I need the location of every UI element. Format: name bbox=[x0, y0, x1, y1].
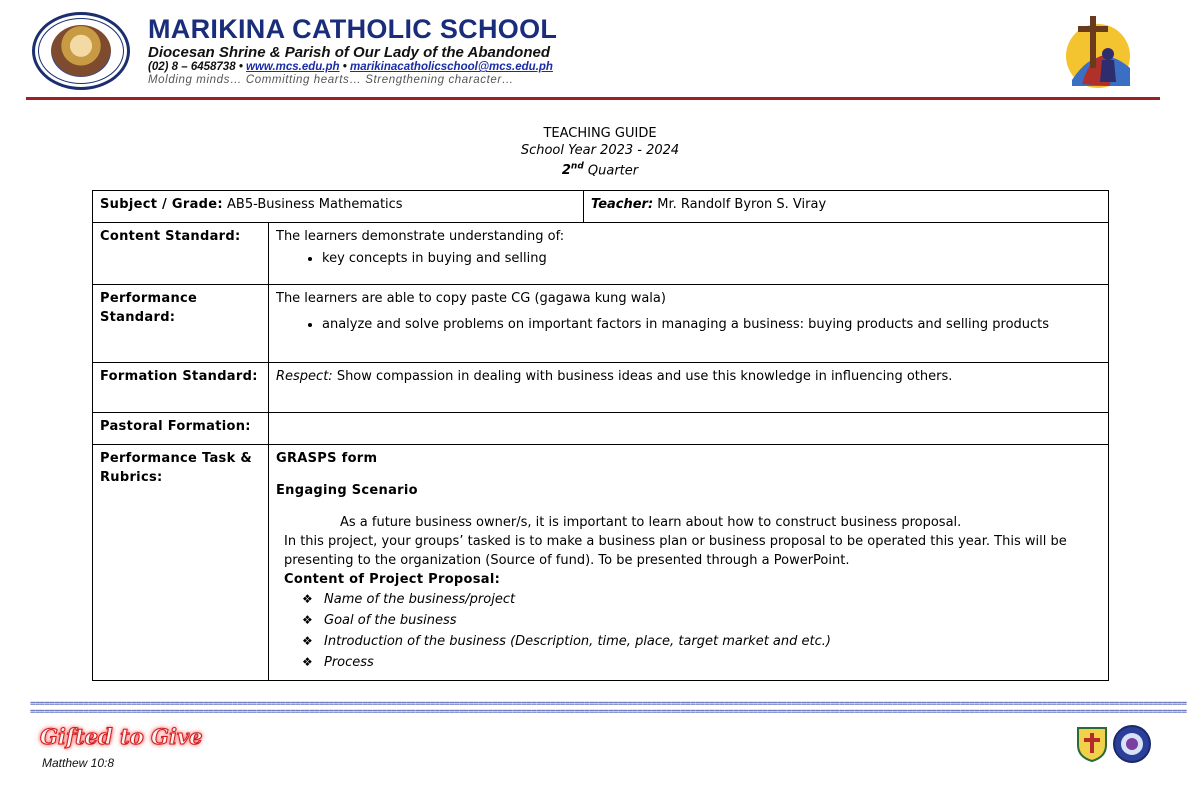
table-row bbox=[93, 363, 1109, 413]
teacher-value: Mr. Randolf Byron S. Viray bbox=[653, 197, 827, 212]
phone-number: (02) 8 – 6458738 bbox=[148, 61, 236, 73]
table-row bbox=[93, 445, 1109, 681]
document-title: TEACHING GUIDE bbox=[543, 126, 657, 141]
gifted-to-give-slogan: Gifted to Give bbox=[40, 724, 203, 749]
table-row bbox=[93, 191, 1109, 223]
footer-divider: ================================================================================================================================================================================================================================================ ================================================================================================================================================================================================================================================ bbox=[30, 699, 1187, 717]
table-row bbox=[93, 223, 1109, 285]
school-year: School Year 2023 - 2024 bbox=[520, 143, 680, 158]
document-title-block bbox=[0, 125, 1200, 179]
performance-standard-bullet: • analyze and solve problems on important factors in managing a business: buying products and selling products bbox=[322, 316, 1102, 333]
grasps-heading: GRASPS form bbox=[276, 451, 378, 466]
website-link[interactable]: www.mcs.edu.ph bbox=[246, 61, 340, 73]
list-item: ❖ Process bbox=[302, 655, 374, 670]
performance-task-label: Performance Task & Rubrics: bbox=[93, 445, 269, 681]
formation-standard-cell bbox=[269, 363, 1109, 413]
subject-cell bbox=[93, 191, 584, 223]
performance-standard-intro: The learners are able to copy paste CG (gagawa kung wala) bbox=[276, 291, 666, 306]
table-row bbox=[93, 285, 1109, 363]
email-link[interactable]: marikinacatholicschool@mcs.edu.ph bbox=[350, 61, 553, 73]
school-name: MARIKINA CATHOLIC SCHOOL bbox=[148, 14, 558, 44]
pastoral-formation-label: Pastoral Formation: bbox=[93, 413, 269, 445]
separator-dot: • bbox=[342, 61, 347, 73]
school-seal-logo bbox=[32, 12, 130, 90]
engaging-scenario-heading: Engaging Scenario bbox=[276, 483, 418, 498]
quarter-label: 2nd Quarter bbox=[561, 162, 639, 179]
performance-task-cell bbox=[269, 445, 1109, 681]
list-item: ❖ Introduction of the business (Description, time, place, target market and etc.) bbox=[302, 634, 831, 649]
performance-standard-label: Performance Standard: bbox=[93, 285, 269, 363]
accreditation-seal-logo bbox=[1112, 724, 1152, 764]
subject-value: AB5-Business Mathematics bbox=[222, 197, 403, 212]
content-standard-bullet: • key concepts in buying and selling bbox=[322, 250, 1102, 267]
header-divider bbox=[26, 97, 1160, 100]
content-standard-cell bbox=[269, 223, 1109, 285]
bible-verse: Matthew 10:8 bbox=[42, 756, 115, 770]
diocese-crest-logo bbox=[1075, 725, 1109, 763]
contact-line bbox=[148, 61, 553, 73]
content-standard-label: Content Standard: bbox=[93, 223, 269, 285]
teacher-cell bbox=[584, 191, 1109, 223]
content-standard-intro: The learners demonstrate understanding of: bbox=[276, 229, 565, 244]
diocese-name: Diocesan Shrine & Parish of Our Lady of the Abandoned bbox=[148, 44, 550, 61]
formation-italic-label: Respect: bbox=[276, 369, 333, 384]
school-motto: Molding minds… Committing hearts… Strengthening character… bbox=[148, 74, 514, 86]
formation-standard-text: Show compassion in dealing with business ideas and use this knowledge in influencing others. bbox=[332, 369, 953, 384]
teacher-label: Teacher: bbox=[591, 197, 654, 212]
proposal-items-list bbox=[276, 589, 1102, 673]
separator-dot: • bbox=[238, 61, 243, 73]
teaching-guide-table bbox=[92, 190, 1109, 681]
list-item: ❖ Goal of the business bbox=[302, 613, 457, 628]
scenario-paragraph-1: As a future business owner/s, it is important to learn about how to construct business proposal. bbox=[340, 515, 962, 530]
list-item: ❖ Name of the business/project bbox=[302, 592, 516, 607]
proposal-content-heading: Content of Project Proposal: bbox=[284, 572, 501, 587]
parish-cross-logo bbox=[1052, 10, 1138, 92]
performance-standard-cell bbox=[269, 285, 1109, 363]
formation-standard-label: Formation Standard: bbox=[93, 363, 269, 413]
scenario-paragraph-2: In this project, your groups’ tasked is to make a business plan or business proposal to be operated this year. This will be presenting to the organization (Source of fund). To be presented through a PowerPoint. bbox=[284, 534, 1067, 568]
subject-label: Subject / Grade: bbox=[100, 197, 223, 212]
table-row bbox=[93, 413, 1109, 445]
pastoral-formation-cell bbox=[269, 413, 1109, 445]
